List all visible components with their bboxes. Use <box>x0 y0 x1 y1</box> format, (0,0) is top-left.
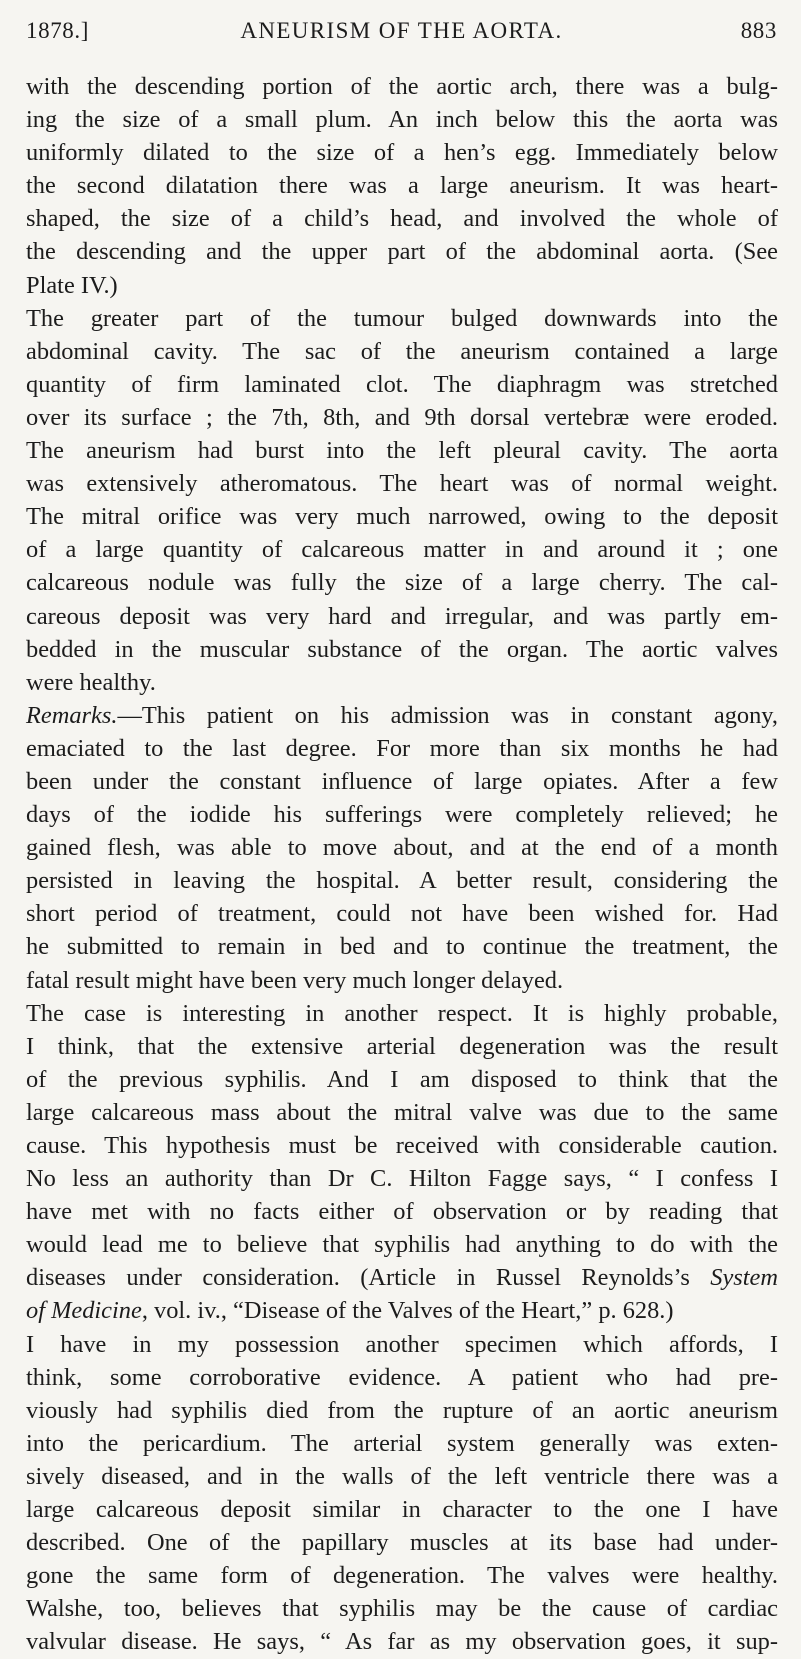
page-number: 883 <box>740 18 777 43</box>
paragraph-5 <box>26 1328 778 1659</box>
text-line: No less an authority than Dr C. Hilton Fagge says, “ I confess I <box>26 1165 778 1193</box>
text-line: large calcareous mass about the mitral valve was due to the same <box>26 1098 778 1126</box>
header-title: ANEURISM OF THE AORTA. <box>240 18 563 43</box>
remarks-heading: Remarks. <box>26 701 118 729</box>
text-line: fatal result might have been very much longer delayed. <box>26 966 564 994</box>
text-line: described. One of the papillary muscles at its base had under- <box>26 1529 778 1557</box>
header-year: 1878.] <box>26 18 90 43</box>
text-line: I think, that the extensive arterial degeneration was the result <box>26 1032 778 1060</box>
text-line: been under the constant influence of large opiates. After a few <box>26 767 778 795</box>
text-line: have met with no facts either of observation or by reading that <box>26 1198 778 1226</box>
text-line: days of the iodide his sufferings were completely relieved; he <box>26 801 778 829</box>
text-line: viously had syphilis died from the rupture of an aortic aneurism <box>26 1396 778 1424</box>
text-line: gained flesh, was able to move about, and at the end of a month <box>26 834 778 862</box>
text-line: the second dilatation there was a large aneurism. It was heart- <box>26 172 778 200</box>
text-line: The mitral orifice was very much narrowed, owing to the deposit <box>26 503 778 531</box>
text-line: was extensively atheromatous. The heart was of normal weight. <box>26 470 778 498</box>
text-line: The case is interesting in another respect. It is highly probable, <box>26 999 778 1027</box>
text-line <box>26 1294 778 1327</box>
body-text <box>26 70 778 1659</box>
text-line: of the previous syphilis. And I am disposed to think that the <box>26 1065 778 1093</box>
text-line: The aneurism had burst into the left pleural cavity. The aorta <box>26 437 778 465</box>
book-title-of-medicine: of Medicine <box>26 1297 142 1325</box>
running-header <box>26 18 777 54</box>
text-line: into the pericardium. The arterial system generally was exten- <box>26 1429 778 1457</box>
text-line: Walshe, too, believes that syphilis may be the cause of cardiac <box>26 1595 778 1623</box>
text-line: short period of treatment, could not have been wished for. Had <box>26 900 778 928</box>
text-line: Plate IV.) <box>26 271 118 299</box>
text-line: The greater part of the tumour bulged downwards into the <box>26 304 778 332</box>
paragraph-1 <box>26 70 778 302</box>
text-line: careous deposit was very hard and irregular, and was partly em- <box>26 602 778 630</box>
text-line: sively diseased, and in the walls of the left ventricle there was a <box>26 1462 778 1490</box>
text-line <box>26 1261 778 1294</box>
text-line: with the descending portion of the aortic arch, there was a bulg- <box>26 73 778 100</box>
text-line: large calcareous deposit similar in character to the one I have <box>26 1496 778 1524</box>
text-line <box>26 699 778 732</box>
text-line: would lead me to believe that syphilis had anything to do with the <box>26 1231 778 1259</box>
text-fragment: —This patient on his admission was in constant agony, <box>117 701 778 729</box>
text-line: ing the size of a small plum. An inch below this the aorta was <box>26 106 778 134</box>
paragraph-2 <box>26 302 778 699</box>
text-line: abdominal cavity. The sac of the aneurism contained a large <box>26 337 778 365</box>
text-line: calcareous nodule was fully the size of a large cherry. The cal- <box>26 569 778 597</box>
text-line: think, some corroborative evidence. A patient who had pre- <box>26 1363 778 1391</box>
text-line: bedded in the muscular substance of the organ. The aortic valves <box>26 635 778 663</box>
text-line: emaciated to the last degree. For more than six months he had <box>26 734 778 762</box>
text-line: the descending and the upper part of the abdominal aorta. (See <box>26 238 778 266</box>
text-line: he submitted to remain in bed and to continue the treatment, the <box>26 933 778 961</box>
text-line: valvular disease. He says, “ As far as my observation goes, it sup- <box>26 1628 778 1656</box>
paragraph-4 <box>26 997 778 1328</box>
text-line: cause. This hypothesis must be received with considerable caution. <box>26 1132 778 1159</box>
text-line: shaped, the size of a child’s head, and involved the whole of <box>26 205 778 233</box>
text-line: were healthy. <box>26 668 156 696</box>
book-title-system: System <box>710 1264 778 1292</box>
text-line: over its surface ; the 7th, 8th, and 9th dorsal vertebræ were eroded. <box>26 403 778 431</box>
text-line: persisted in leaving the hospital. A better result, considering the <box>26 867 778 895</box>
paragraph-remarks <box>26 699 778 997</box>
text-line: I have in my possession another specimen which affords, I <box>26 1330 778 1358</box>
text-fragment: , vol. iv., “Disease of the Valves of the Heart,” p. 628.) <box>141 1297 674 1325</box>
text-line: quantity of firm laminated clot. The diaphragm was stretched <box>26 370 778 398</box>
text-line: gone the same form of degeneration. The valves were healthy. <box>26 1562 778 1590</box>
text-fragment: diseases under consideration. (Article in Russel Reynolds’s <box>26 1264 711 1292</box>
text-line: of a large quantity of calcareous matter in and around it ; one <box>26 536 778 564</box>
text-line: uniformly dilated to the size of a hen’s egg. Immediately below <box>26 139 778 167</box>
